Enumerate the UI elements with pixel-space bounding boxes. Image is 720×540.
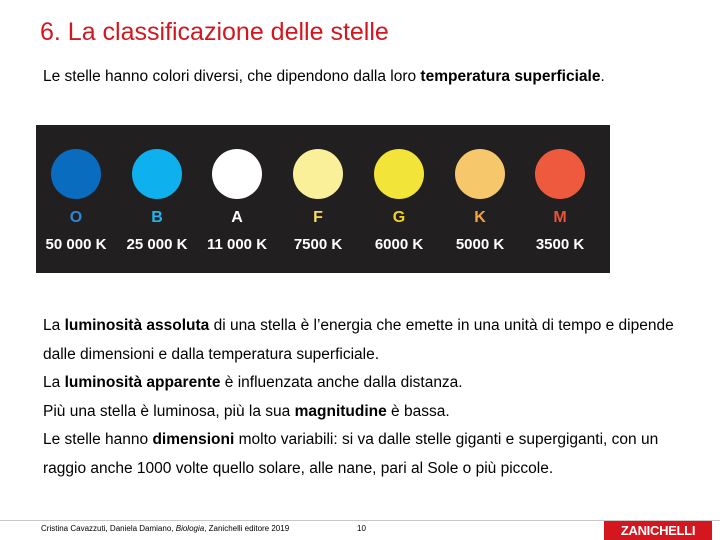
star-temperature-label: 50 000 K bbox=[45, 236, 107, 253]
credit-authors: Cristina Cavazzuti, Daniela Damiano, bbox=[41, 524, 176, 533]
star-classification-panel bbox=[36, 125, 610, 273]
star-class-b-circle bbox=[132, 149, 182, 199]
star-temperature-label: 11 000 K bbox=[206, 236, 268, 253]
body-text bbox=[43, 312, 683, 483]
bold-term: luminosità apparente bbox=[64, 374, 221, 391]
star-class-k-circle bbox=[455, 149, 505, 199]
paragraph-magnitudine bbox=[43, 398, 683, 427]
text: molto variabili: si va dalle stelle giganti e supergiganti, con un raggio anche 1000 volte quello solare, alle nane, pari al Sole o più piccole. bbox=[43, 431, 659, 477]
page-number: 10 bbox=[357, 524, 366, 533]
star-class-label: K bbox=[474, 209, 486, 226]
star-class-label: A bbox=[231, 209, 243, 226]
star-class-f-circle bbox=[293, 149, 343, 199]
intro-bold-term: temperatura superficiale bbox=[420, 68, 601, 85]
star-class-label: M bbox=[553, 209, 567, 226]
star-class-label: G bbox=[392, 209, 406, 226]
star-class-label: F bbox=[313, 209, 323, 226]
intro-text bbox=[43, 62, 643, 91]
text: La bbox=[43, 374, 65, 391]
star-class-label: O bbox=[69, 209, 83, 226]
star-class-a-circle bbox=[212, 149, 262, 199]
star-class-o-circle bbox=[51, 149, 101, 199]
credit-book-title: Biologia bbox=[175, 524, 205, 533]
star-temperature-label: 7500 K bbox=[293, 236, 343, 253]
slide-title: 6. La classificazione delle stelle bbox=[40, 18, 389, 46]
paragraph-luminosita-apparente bbox=[43, 369, 683, 398]
footer-credit bbox=[41, 524, 289, 533]
credit-publisher: , Zanichelli editore 2019 bbox=[204, 524, 290, 533]
text: è influenzata anche dalla distanza. bbox=[220, 374, 463, 391]
publisher-logo: ZANICHELLI bbox=[604, 521, 712, 540]
star-temperature-label: 6000 K bbox=[374, 236, 424, 253]
star-temperature-label: 5000 K bbox=[455, 236, 505, 253]
text: Le stelle hanno bbox=[43, 431, 153, 448]
text: La bbox=[43, 317, 65, 334]
intro-text-end: . bbox=[600, 68, 605, 85]
paragraph-dimensioni bbox=[43, 426, 683, 483]
star-temperature-label: 25 000 K bbox=[126, 236, 188, 253]
text: Più una stella è luminosa, più la sua bbox=[43, 402, 295, 420]
text: di una stella è l’energia che emette in una unità di tempo e dipende dalle dimensioni e dalla temperatura superficiale. bbox=[43, 317, 674, 363]
star-class-label: B bbox=[151, 209, 163, 226]
bold-term: dimensioni bbox=[152, 431, 235, 448]
text: è bassa. bbox=[386, 402, 450, 420]
bold-term: luminosità assoluta bbox=[64, 317, 210, 334]
star-class-m-circle bbox=[535, 149, 585, 199]
star-temperature-label: 3500 K bbox=[535, 236, 585, 253]
star-class-g-circle bbox=[374, 149, 424, 199]
paragraph-luminosita-assoluta bbox=[43, 312, 683, 369]
intro-text-part: Le stelle hanno colori diversi, che dipendono dalla loro bbox=[43, 68, 421, 85]
bold-term: magnitudine bbox=[294, 402, 387, 420]
